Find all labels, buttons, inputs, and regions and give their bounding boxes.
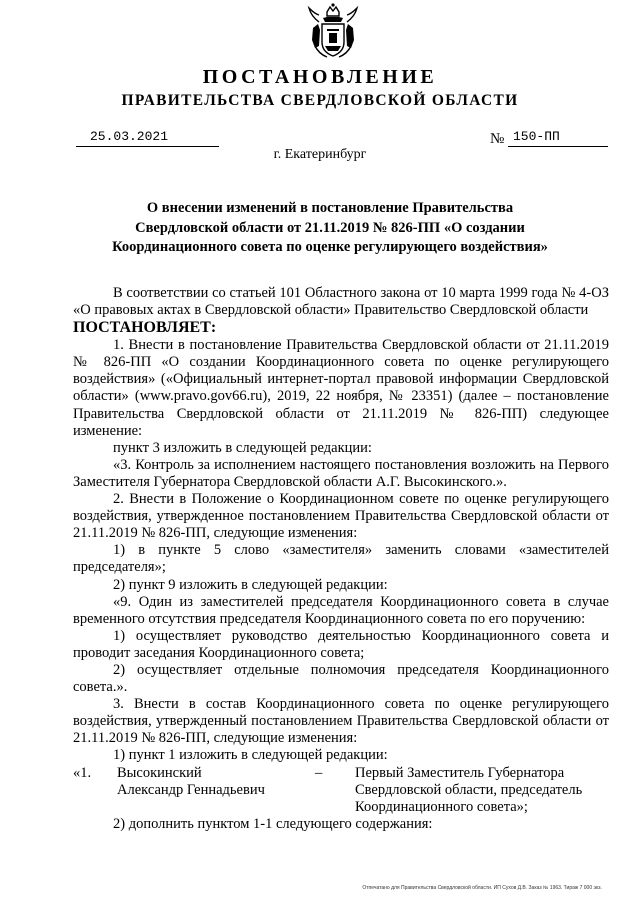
member-row — [73, 765, 609, 816]
heading-line: О внесении изменений в постановление Правительства — [146, 200, 514, 216]
city-line: г. Екатеринбург — [273, 147, 367, 162]
paragraph-2e: 2) осуществляет отдельные полномочия председателя Координационного совета.». — [73, 661, 609, 696]
paragraph-1: 1. Внести в постановление Правительства Свердловской области от 21.11.2019 № 826-ПП «О создании Координационного совета по оценке регулирующего воздействия» («Официальный интернет-портал правовой информации Свердловской области» (www.pravo.gov66.ru), 2019, 22 ноября, № 23351) (далее – постановление Правительства Свердловской области от 21.11.2019 № 826-ПП) следующее изменение: — [73, 337, 609, 439]
member-dash: – — [315, 764, 323, 781]
paragraph-2b: 2) пункт 9 изложить в следующей редакции: — [113, 576, 388, 593]
document-date: 25.03.2021 — [90, 129, 169, 144]
paragraph-2: 2. Внести в Положение о Координационном совете по оценке регулирующего воздействия, утвержденное постановлением Правительства Свердловской области от 21.11.2019 № 826-ПП, следующие изменения: — [73, 491, 609, 542]
paragraph-3b: 2) дополнить пунктом 1-1 следующего содержания: — [113, 815, 433, 832]
member-number: «1. — [73, 764, 92, 781]
paragraph-2d: 1) осуществляет руководство деятельностью Координационного совета и проводит заседания Координационного совета; — [73, 627, 609, 661]
paragraph-1a: пункт 3 изложить в следующей редакции: — [113, 439, 372, 456]
heading-line: Свердловской области от 21.11.2019 № 826-ПП «О создании — [135, 219, 525, 236]
issuer-subtitle: ПРАВИТЕЛЬСТВА СВЕРДЛОВСКОЙ ОБЛАСТИ — [121, 92, 519, 109]
coat-of-arms-icon — [305, 2, 361, 60]
paragraph-2a: 1) в пункте 5 слово «заместителя» заменить словами «заместителей председателя»; — [73, 542, 609, 576]
document-body — [73, 285, 609, 833]
paragraph-3a: 1) пункт 1 изложить в следующей редакции: — [113, 747, 388, 764]
resolves-heading: ПОСТАНОВЛЯЕТ: — [73, 319, 217, 337]
member-name — [117, 765, 315, 816]
document-type-title: ПОСТАНОВЛЕНИЕ — [202, 66, 438, 88]
number-sign: № — [490, 131, 505, 147]
paragraph-2c: «9. Один из заместителей председателя Координационного совета в случае временного отсутствия председателя Координационного совета по его поручению: — [73, 593, 609, 627]
heading-line: Координационного совета по оценке регулирующего воздействия» — [112, 239, 548, 255]
document-heading — [80, 199, 580, 258]
member-role: Первый Заместитель Губернатора Свердловской области, председатель Координационного совета»; — [355, 764, 583, 815]
paragraph-1b: «3. Контроль за исполнением настоящего постановления возложить на Первого Заместителя Губернатора Свердловской области А.Г. Высокинского.». — [73, 456, 609, 490]
member-entry-table — [73, 765, 609, 816]
intro-paragraph: В соответствии со статьей 101 Областного закона от 10 марта 1999 года № 4-ОЗ «О правовых актах в Свердловской области» Правительство Свердловской области — [73, 285, 609, 319]
member-given-names: Александр Геннадьевич — [117, 781, 265, 798]
paragraph-3: 3. Внести в состав Координационного совета по оценке регулирующего воздействия, утвержденный постановлением Правительства Свердловской области от 21.11.2019 № 826-ПП, следующие изменения: — [73, 696, 609, 747]
member-surname: Высокинский — [117, 764, 202, 781]
print-imprint: Отпечатано для Правительства Свердловской области. ИП Сухов Д.В. Заказ № 1963. Тираж 7 000 экз. — [362, 885, 602, 891]
document-number: 150-ПП — [513, 129, 560, 144]
